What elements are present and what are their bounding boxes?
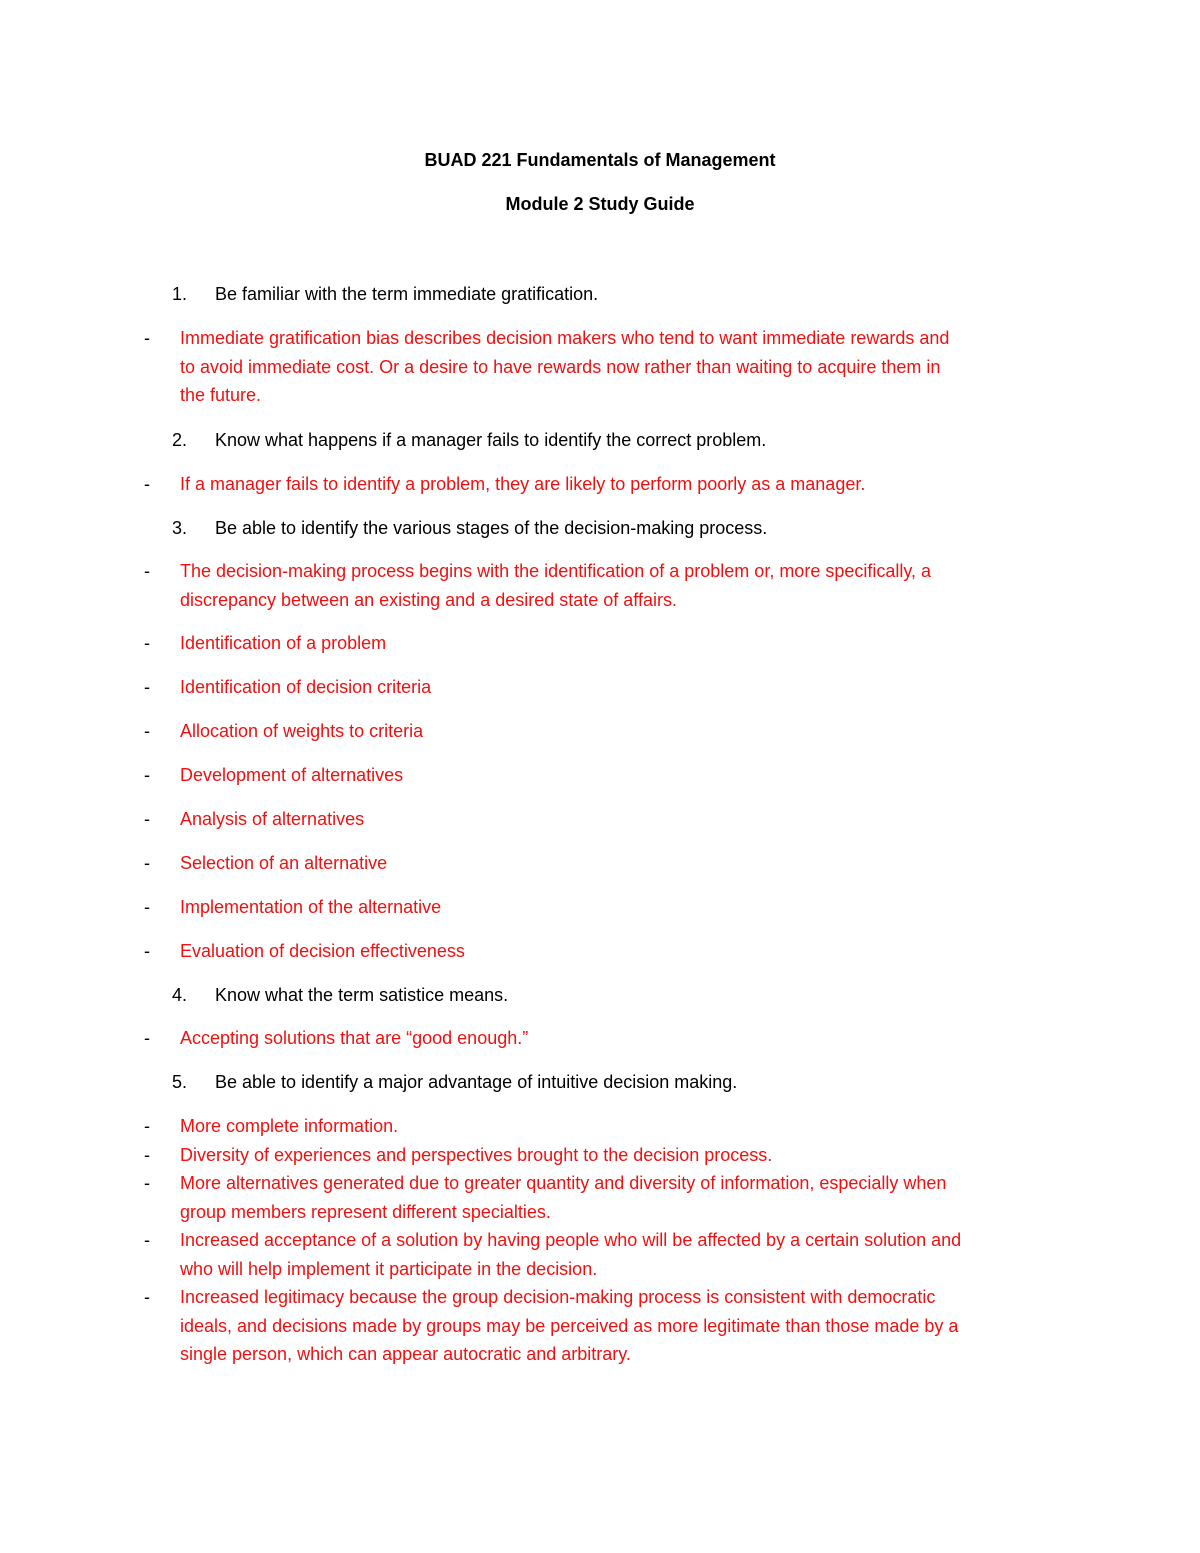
answer-text: More alternatives generated due to greater quantity and diversity of information, especially when group members represent different specialties. [180, 1173, 947, 1222]
bullet-dash: - [144, 721, 150, 741]
question-number: 4. [172, 985, 188, 1005]
bullet-dash: - [144, 853, 150, 873]
question-text: Be familiar with the term immediate gratification. [215, 284, 599, 304]
answer-text: The decision-making process begins with the identification of a problem or, more specifically, a discrepancy between an existing and a desired state of affairs. [180, 561, 932, 610]
answer-item [144, 1169, 1044, 1226]
answer-text: Analysis of alternatives [180, 809, 365, 829]
bullet-dash: - [144, 474, 150, 494]
answer-item [144, 937, 1044, 966]
bullet-dash: - [144, 941, 150, 961]
answer-text: Implementation of the alternative [180, 897, 442, 917]
answer-item [144, 761, 1044, 790]
question-number: 5. [172, 1072, 188, 1092]
answer-text: Diversity of experiences and perspectives brought to the decision process. [180, 1145, 773, 1165]
question-text: Be able to identify a major advantage of intuitive decision making. [215, 1072, 738, 1092]
bullet-dash: - [144, 677, 150, 697]
answer-text: Identification of decision criteria [180, 677, 432, 697]
bullet-dash: - [144, 1145, 150, 1165]
answer-item [144, 629, 1044, 658]
answer-text: Selection of an alternative [180, 853, 388, 873]
answer-text: Identification of a problem [180, 633, 387, 653]
answer-text: Development of alternatives [180, 765, 404, 785]
bullet-dash: - [144, 1028, 150, 1048]
answer-item [144, 893, 1044, 922]
bullet-dash: - [144, 1287, 150, 1307]
answer-item [144, 1283, 1044, 1369]
bullet-dash: - [144, 561, 150, 581]
answer-text: Evaluation of decision effectiveness [180, 941, 465, 961]
guide-title: Module 2 Study Guide [505, 194, 695, 214]
answer-item [144, 1024, 1044, 1053]
answer-item [144, 557, 1044, 614]
question-2 [172, 428, 1072, 452]
answer-text: Increased acceptance of a solution by having people who will be affected by a certain solution and who will help implement it participate in the decision. [180, 1230, 962, 1279]
answer-text: Immediate gratification bias describes decision makers who tend to want immediate rewards and to avoid immediate cost. Or a desire to have rewards now rather than waiting to acquire them in the future. [180, 328, 950, 405]
bullet-dash: - [144, 765, 150, 785]
question-text: Know what happens if a manager fails to identify the correct problem. [215, 430, 767, 450]
answer-item [144, 673, 1044, 702]
question-5 [172, 1070, 1072, 1094]
bullet-dash: - [144, 1173, 150, 1193]
bullet-dash: - [144, 1116, 150, 1136]
bullet-dash: - [144, 809, 150, 829]
question-text: Be able to identify the various stages of the decision-making process. [215, 518, 768, 538]
answer-item [144, 324, 1044, 410]
question-1 [172, 282, 1072, 306]
answer-text: If a manager fails to identify a problem, they are likely to perform poorly as a manager. [180, 474, 866, 494]
answer-text: More complete information. [180, 1116, 399, 1136]
bullet-dash: - [144, 897, 150, 917]
question-4 [172, 983, 1072, 1007]
question-number: 2. [172, 430, 188, 450]
answer-text: Increased legitimacy because the group decision-making process is consistent with democratic ideals, and decisions made by groups may be perceived as more legitimate than those made by a single person, which can appear autocratic and arbitrary. [180, 1287, 959, 1364]
answer-item [144, 805, 1044, 834]
answer-item [144, 1226, 1044, 1283]
answer-item [144, 1141, 1044, 1170]
question-number: 3. [172, 518, 188, 538]
answer-item [144, 1112, 1044, 1141]
question-text: Know what the term satistice means. [215, 985, 509, 1005]
bullet-dash: - [144, 633, 150, 653]
answer-item [144, 717, 1044, 746]
question-3 [172, 516, 1072, 540]
answer-text: Accepting solutions that are “good enough.” [180, 1028, 529, 1048]
bullet-dash: - [144, 328, 150, 348]
answer-text: Allocation of weights to criteria [180, 721, 424, 741]
course-title: BUAD 221 Fundamentals of Management [424, 150, 776, 170]
answer-item [144, 470, 1044, 499]
question-number: 1. [172, 284, 188, 304]
answer-item [144, 849, 1044, 878]
bullet-dash: - [144, 1230, 150, 1250]
